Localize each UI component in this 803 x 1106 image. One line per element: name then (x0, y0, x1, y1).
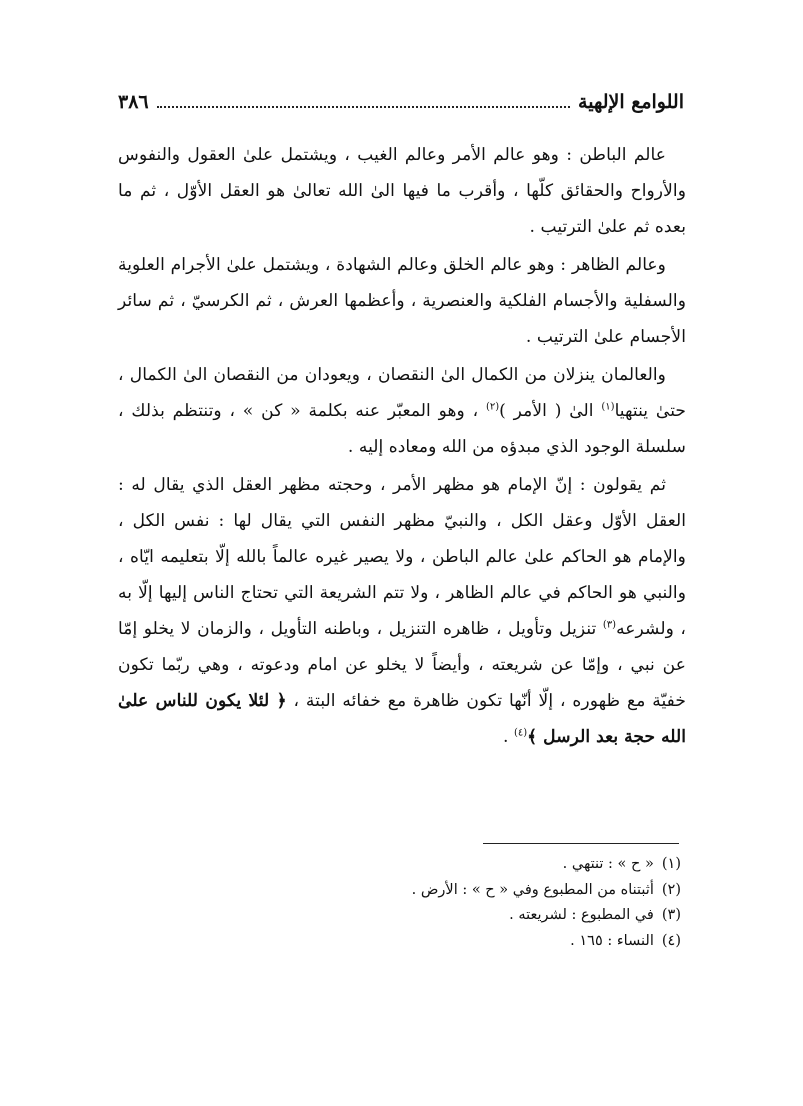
paragraph-text: ثم يقولون : إنّ الإمام هو مظهر الأمر ، وحجته مظهر العقل الذي يقال له : العقل الأوّل وعقل الكل ، والنبيّ مظهر النفس التي يقال لها : نفس الكل ، والإمام هو الحاكم علىٰ عالم الباطن ، ولا يصير غيره عالماً بالله إلّا بتعليمه ايّاه ، والنبي هو الحاكم في عالم الظاهر ، ولا تتم الشريعة التي تحتاج الناس إليها إلّا به ، ولشرعه (118, 475, 686, 639)
footnote-1 (118, 852, 681, 878)
paragraph-text: والعالمان ينزلان من الكمال الىٰ النقصان ، ويعودان من النقصان الىٰ الكمال ، حتىٰ ينتهيا (118, 365, 686, 421)
footnote-ref-3: (٣) (602, 619, 617, 631)
footnote-text: النساء : ١٦٥ . (570, 932, 654, 949)
footnote-number: (١) (661, 856, 681, 872)
footnote-ref-4: (٤) (513, 727, 528, 739)
page-header (118, 91, 684, 121)
paragraph-text: . (503, 727, 514, 747)
footnote-ref-1: (١) (601, 401, 615, 413)
footnote-3 (118, 903, 681, 929)
paragraph-text: تنزيل وتأويل ، ظاهره التنزيل ، وباطنه التأويل ، والزمان لا يخلو إمّا عن نبي ، وإمّا عن شريعته ، وأيضاً لا يخلو عن امام ودعوته ، وهي ربّما تكون خفيّة مع ظهوره ، إلّا أنّها تكون ظاهرة مع خفائه البتة ، (118, 619, 686, 711)
quran-quote: ﴿ لئلا يكون للناس علىٰ الله حجة بعد الرسل ﴾ (118, 691, 686, 747)
running-title: اللوامع الإلهية (578, 91, 684, 113)
paragraph-two-worlds (118, 357, 686, 465)
footnote-text: في المطبوع : لشريعته . (509, 907, 654, 923)
paragraph-manifest-world: وعالم الظاهر : وهو عالم الخلق وعالم الشهادة ، ويشتمل علىٰ الأجرام العلوية والسفلية والأجسام الفلكية والعنصرية ، وأعظمها العرش ، ثم الكرسيّ ، ثم سائر الأجسام علىٰ الترتيب . (118, 255, 686, 347)
footnote-2 (118, 878, 681, 904)
footnote-text: أثبتناه من المطبوع وفي « ح » : الأرض . (411, 881, 654, 898)
main-text (118, 137, 686, 755)
footnotes (118, 852, 681, 954)
footnote-number: (٤) (661, 932, 681, 949)
leader-dots (157, 92, 570, 108)
page-number: ٣٨٦ (118, 91, 149, 113)
footnote-4 (118, 929, 681, 955)
footnote-number: (٢) (661, 881, 681, 898)
footnote-separator (483, 843, 679, 844)
paragraph-hidden-world: عالم الباطن : وهو عالم الأمر وعالم الغيب ، ويشتمل علىٰ العقول والنفوس والأرواح والحقائق كلّها ، وأقرب ما فيها الىٰ الله تعالىٰ هو العقل الأوّل ، ثم ما بعده ثم علىٰ الترتيب . (118, 145, 686, 237)
footnote-ref-2: (٢) (485, 401, 500, 413)
paragraph-text: الىٰ ( الأمر ) (499, 401, 602, 421)
footnote-text: « ح » : تنتهي . (562, 856, 654, 872)
paragraph-imam (118, 467, 686, 755)
footnote-number: (٣) (661, 907, 681, 923)
paragraph-text: ، وهو المعبّر عنه بكلمة « كن » ، وتنتظم بذلك ، سلسلة الوجود الذي مبدؤه من الله ومعاده إليه . (118, 401, 686, 457)
